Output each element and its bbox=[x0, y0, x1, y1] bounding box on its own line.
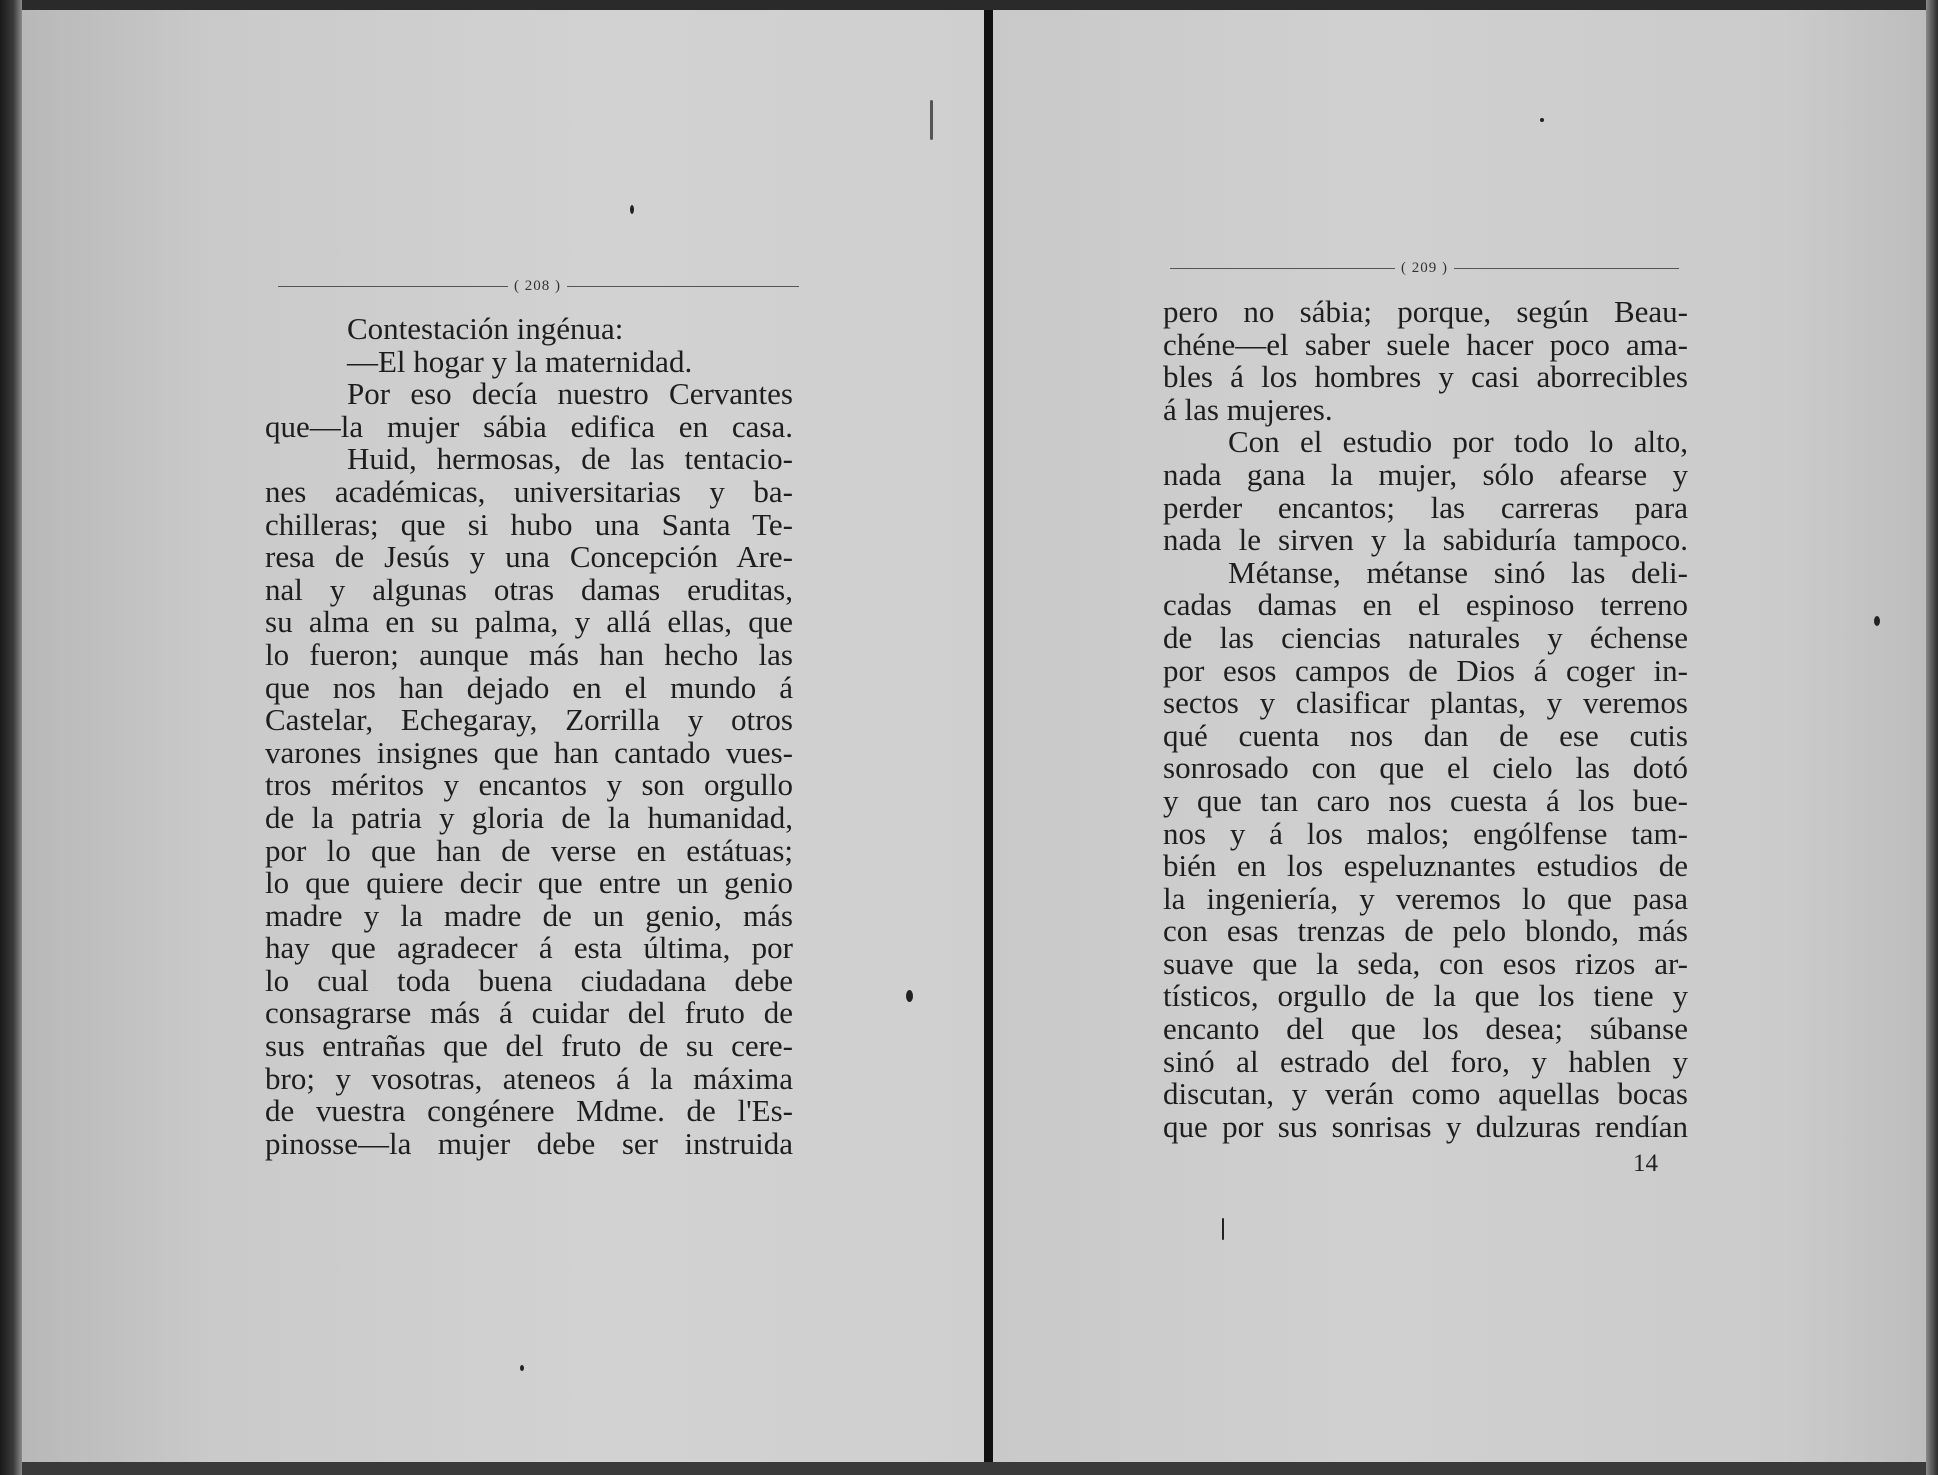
text-line: Contestación ingénua: bbox=[347, 311, 624, 346]
scan-border-top bbox=[0, 0, 1938, 10]
text-line: encanto del que los desea; súbanse bbox=[1163, 1011, 1688, 1047]
scan-border-bottom bbox=[0, 1462, 1938, 1475]
scan-speck bbox=[630, 205, 634, 214]
text-line: por lo que han de verse en estátuas; bbox=[265, 832, 793, 868]
scan-speck bbox=[930, 100, 933, 140]
text-line: su alma en su palma, y allá ellas, que bbox=[265, 604, 793, 640]
text-line: sus entrañas que del fruto de su cere- bbox=[265, 1028, 793, 1064]
text-line: perder encantos; las carreras para bbox=[1163, 489, 1688, 525]
text-line: lo fueron; aunque más han hecho las bbox=[265, 636, 793, 672]
text-line: de la patria y gloria de la humanidad, bbox=[265, 799, 793, 835]
left-page-number: ( 208 ) bbox=[514, 278, 561, 294]
left-page-header bbox=[278, 278, 799, 295]
text-line: nada gana la mujer, sólo afearse y bbox=[1163, 456, 1688, 492]
text-line: cadas damas en el espinoso terreno bbox=[1163, 587, 1688, 623]
text-line: de las ciencias naturales y échense bbox=[1163, 619, 1688, 655]
text-line: qué cuenta nos dan de ese cutis bbox=[1163, 717, 1688, 753]
text-line: resa de Jesús y una Concepción Are- bbox=[265, 539, 793, 575]
text-line: chéne—el saber suele hacer poco ama- bbox=[1163, 326, 1688, 362]
text-line: chilleras; que si hubo una Santa Te- bbox=[265, 506, 793, 542]
text-line: y que tan caro nos cuesta á los bue- bbox=[1163, 782, 1688, 818]
text-line: Con el estudio por todo lo alto, bbox=[1228, 424, 1688, 460]
right-page-number: ( 209 ) bbox=[1401, 260, 1448, 276]
header-rule bbox=[278, 286, 508, 287]
text-line: hay que agradecer á esta última, por bbox=[265, 930, 793, 966]
left-page-body bbox=[265, 313, 793, 1160]
scan-border-left bbox=[0, 0, 22, 1475]
text-line: Castelar, Echegaray, Zorrilla y otros bbox=[265, 702, 793, 738]
header-rule bbox=[1454, 268, 1679, 269]
right-page-body bbox=[1163, 296, 1688, 1143]
text-line: nada le sirven y la sabiduría tampoco. bbox=[1163, 522, 1688, 558]
header-rule bbox=[1170, 268, 1395, 269]
scan-speck bbox=[1222, 1218, 1224, 1240]
text-line: Por eso decía nuestro Cervantes bbox=[347, 376, 793, 412]
text-line: sonrosado con que el cielo las dotó bbox=[1163, 750, 1688, 786]
text-line: Huid, hermosas, de las tentacio- bbox=[347, 441, 793, 477]
text-line: —El hogar y la maternidad. bbox=[347, 343, 693, 379]
scan-border-right bbox=[1926, 0, 1938, 1475]
text-line: tros méritos y encantos y son orgullo bbox=[265, 767, 793, 803]
text-line: Métanse, métanse sinó las deli- bbox=[1228, 554, 1688, 590]
text-line: varones insignes que han cantado vues- bbox=[265, 734, 793, 770]
text-line: sectos y clasificar plantas, y veremos bbox=[1163, 685, 1688, 721]
text-line: suave que la seda, con esos rizos ar- bbox=[1163, 945, 1688, 981]
printer-signature-mark: 14 bbox=[1633, 1150, 1658, 1177]
text-line: nes académicas, universitarias y ba- bbox=[265, 473, 793, 509]
text-line: bién en los espeluznantes estudios de bbox=[1163, 848, 1688, 884]
text-line: lo que quiere decir que entre un genio bbox=[265, 865, 793, 901]
scan-speck bbox=[1540, 118, 1544, 122]
text-line: bles á los hombres y casi aborrecibles bbox=[1163, 359, 1688, 395]
text-line: consagrarse más á cuidar del fruto de bbox=[265, 995, 793, 1031]
text-line: de vuestra congénere Mdme. de l'Es- bbox=[265, 1093, 793, 1129]
header-rule bbox=[567, 286, 799, 287]
text-line: la ingeniería, y veremos lo que pasa bbox=[1163, 880, 1688, 916]
scan-speck bbox=[906, 990, 913, 1002]
text-line: que nos han dejado en el mundo á bbox=[265, 669, 793, 705]
text-line: nos y á los malos; engólfense tam- bbox=[1163, 815, 1688, 851]
text-line: nal y algunas otras damas eruditas, bbox=[265, 571, 793, 607]
text-line: con esas trenzas de pelo blondo, más bbox=[1163, 913, 1688, 949]
text-line: pero no sábia; porque, según Beau- bbox=[1163, 294, 1688, 329]
right-page-header bbox=[1170, 260, 1679, 277]
text-line: bro; y vosotras, ateneos á la máxima bbox=[265, 1060, 793, 1096]
text-line: discutan, y verán como aquellas bocas bbox=[1163, 1076, 1688, 1112]
scan-speck bbox=[1874, 616, 1880, 626]
text-line: sinó al estrado del foro, y hablen y bbox=[1163, 1043, 1688, 1079]
text-line: madre y la madre de un genio, más bbox=[265, 897, 793, 933]
text-line: á las mujeres. bbox=[1163, 391, 1333, 427]
scan-speck bbox=[520, 1365, 524, 1371]
text-line: por esos campos de Dios á coger in- bbox=[1163, 652, 1688, 688]
book-gutter bbox=[984, 10, 993, 1462]
text-line: que por sus sonrisas y dulzuras rendían bbox=[1163, 1108, 1688, 1144]
text-line: que—la mujer sábia edifica en casa. bbox=[265, 408, 793, 444]
text-line: lo cual toda buena ciudadana debe bbox=[265, 962, 793, 998]
text-line: tísticos, orgullo de la que los tiene y bbox=[1163, 978, 1688, 1014]
text-line: pinosse—la mujer debe ser instruida bbox=[265, 1125, 793, 1161]
